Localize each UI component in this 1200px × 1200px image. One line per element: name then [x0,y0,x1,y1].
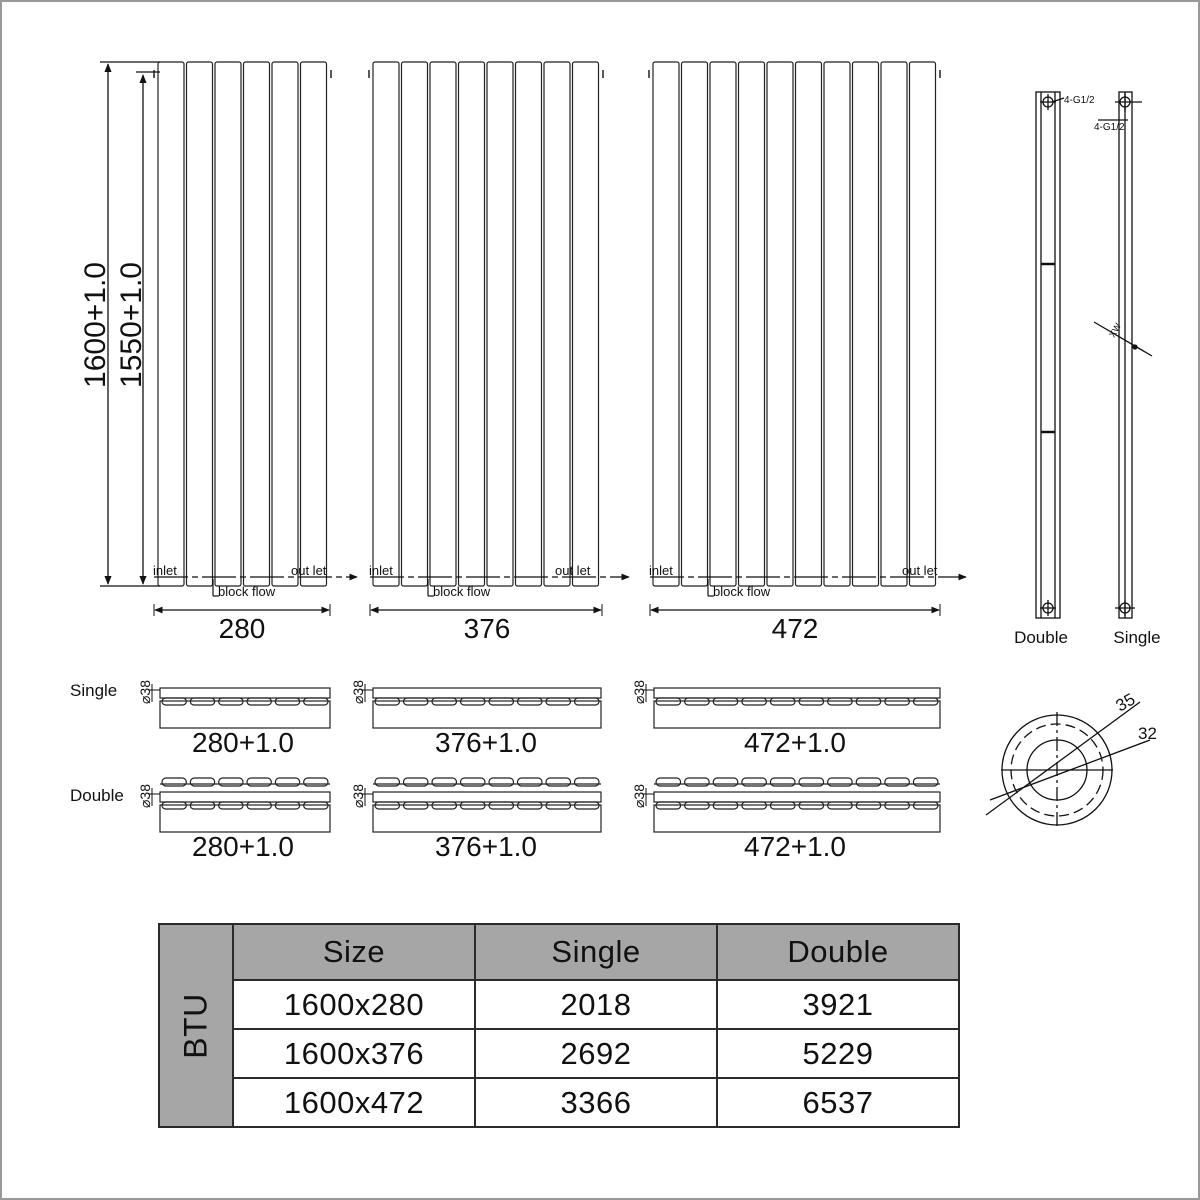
pipe-detail [986,702,1150,828]
radiator-panel [301,62,327,586]
outlet-label: out let [291,563,327,578]
side-single-thread: 4-G1/2 [1094,122,1125,133]
block-flow-label: block flow [218,584,276,599]
radiator-panel [739,62,765,586]
table-row [159,1029,959,1078]
cell-single: 2018 [475,980,717,1029]
header-double: Double [717,924,959,980]
header-size: Size [233,924,475,980]
radiator-panel [544,62,570,586]
radiator-panel [910,62,936,586]
radiator-panel [710,62,736,586]
cell-double: 6537 [717,1078,959,1127]
radiator-panel [767,62,793,586]
side-double-label: Double [1014,628,1068,647]
section-width-label: 472+1.0 [744,727,846,758]
side-double-thread: 4-G1/2 [1064,95,1095,106]
cell-double: 3921 [717,980,959,1029]
outlet-label: out let [555,563,591,578]
section-width-label: 280+1.0 [192,831,294,862]
cell-size: 1600x376 [233,1029,475,1078]
section-double-label: Double [70,786,124,805]
radiator-panel [402,62,428,586]
diameter-label: ⌀38 [631,679,647,704]
table-row [159,1078,959,1127]
radiator-panel [516,62,542,586]
section-width-label: 376+1.0 [435,727,537,758]
section-double [631,778,940,862]
radiator-panel [824,62,850,586]
btu-side-cell [159,924,233,1127]
diameter-label: ⌀38 [631,783,647,808]
radiator-panel [272,62,298,586]
height-outer-label: 1600+1.0 [79,262,112,388]
radiator-panel [682,62,708,586]
radiator-panel [487,62,513,586]
inlet-label: inlet [153,563,177,578]
section-width-label: 472+1.0 [744,831,846,862]
radiator-panel [459,62,485,586]
width-label: 280 [218,613,266,644]
section-single-label: Single [70,681,118,700]
radiator-panel [187,62,213,586]
diameter-label: ⌀38 [350,783,366,808]
pipe-inner-label: 32 [1138,724,1157,743]
section-single [137,680,330,758]
radiator-panel [573,62,599,586]
side-view-single [1094,92,1152,618]
sections-double [137,778,940,862]
radiator-panel [653,62,679,586]
table-row [159,980,959,1029]
radiator-panel [796,62,822,586]
radiator-panel [373,62,399,586]
cell-single: 3366 [475,1078,717,1127]
pipe-outer-label: 35 [1112,689,1139,716]
radiator-panel [215,62,241,586]
diameter-label: ⌀38 [350,679,366,704]
section-single [631,680,940,758]
radiator-panel [430,62,456,586]
width-label: 472 [771,613,819,644]
sections-single [137,680,940,758]
radiator-panel [244,62,270,586]
radiator-panel [158,62,184,586]
cell-single: 2692 [475,1029,717,1078]
front-view-376 [369,62,629,644]
btu-table [158,923,960,1128]
height-inner-label: 1550+1.0 [115,262,148,388]
cell-size: 1600x472 [233,1078,475,1127]
width-label: 376 [463,613,511,644]
cell-double: 5229 [717,1029,959,1078]
section-width-label: 376+1.0 [435,831,537,862]
header-single: Single [475,924,717,980]
outlet-label: out let [902,563,938,578]
btu-side-label: BTU [177,992,214,1059]
block-flow-label: block flow [713,584,771,599]
side-view-double [1036,92,1064,618]
inlet-label: inlet [369,563,393,578]
block-flow-label: block flow [433,584,491,599]
diameter-label: ⌀38 [137,783,153,808]
section-double [137,778,330,862]
cell-size: 1600x280 [233,980,475,1029]
inlet-label: inlet [649,563,673,578]
side-single-label: Single [1113,628,1161,647]
section-single [350,680,601,758]
radiator-panel [881,62,907,586]
side-single-mark: XW [1107,321,1123,339]
diameter-label: ⌀38 [137,679,153,704]
section-double [350,778,601,862]
section-width-label: 280+1.0 [192,727,294,758]
front-view-280 [153,62,357,644]
radiator-panel [853,62,879,586]
table-header-row [159,924,959,980]
front-view-472 [649,62,966,644]
